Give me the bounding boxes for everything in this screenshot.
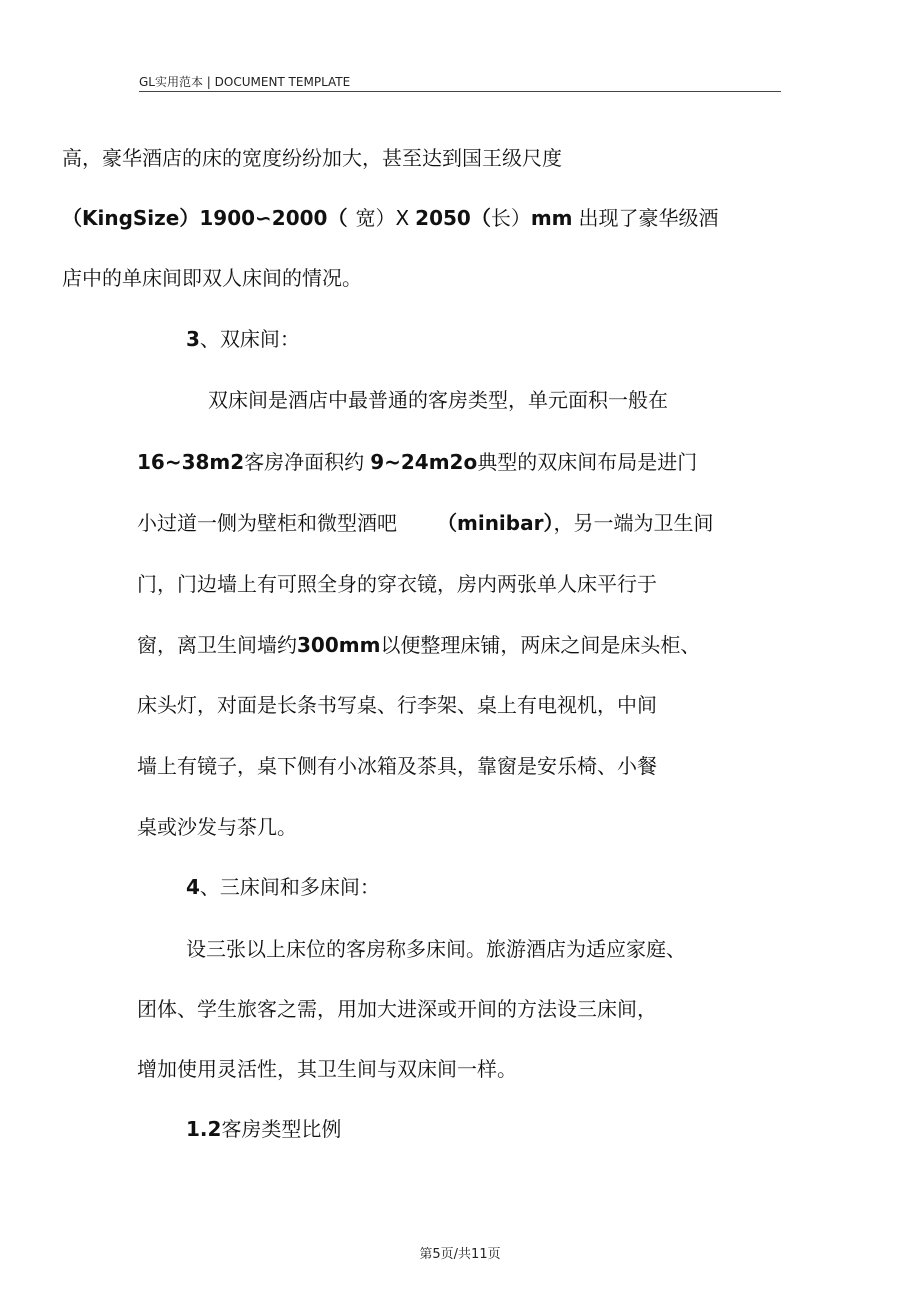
text-run: ，另一端为卫生间 <box>553 511 714 535</box>
document-header: GL实用范本 | DOCUMENT TEMPLATE <box>139 75 351 89</box>
text-run: 客房净面积约 <box>244 450 365 474</box>
section-heading <box>186 1116 341 1142</box>
text-run: 高，豪华酒店的床的宽度纷纷加大，甚至达到国王级尺度 <box>62 146 562 170</box>
text-run: 出现了豪华级酒 <box>578 206 719 230</box>
text-run: 9~24m2o <box>370 450 478 474</box>
body-line <box>137 996 657 1022</box>
heading-text: 、双床间： <box>199 327 300 351</box>
text-run: 店中的单床间即双人床间的情况。 <box>62 266 362 290</box>
text-run: 典型的双床间布局是进门 <box>477 450 698 474</box>
heading-number: 3 <box>186 327 200 351</box>
heading-text: 客房类型比例 <box>221 1117 342 1141</box>
text-run: 300mm <box>297 633 381 657</box>
text-run: 以便整理床铺，两床之间是床头柜、 <box>380 633 701 657</box>
body-line <box>62 265 362 291</box>
page-number: 第5页/共11页 <box>419 1247 501 1262</box>
body-line <box>62 145 562 171</box>
body-line <box>137 753 657 779</box>
body-line <box>137 814 297 840</box>
text-run: 设三张以上床位的客房称多床间。旅游酒店为适应家庭、 <box>186 937 686 961</box>
text-run: 增加使用灵活性，其卫生间与双床间一样。 <box>137 1057 517 1081</box>
body-line <box>137 449 697 475</box>
text-run: 门，门边墙上有可照全身的穿衣镜，房内两张单人床平行于 <box>137 572 657 596</box>
heading-text: 、三床间和多床间： <box>199 875 380 899</box>
heading-number: 4 <box>186 875 200 899</box>
body-line <box>137 1056 517 1082</box>
text-run: 长） <box>490 206 531 230</box>
body-line <box>208 387 668 413</box>
text-run: 双床间是酒店中最普通的客房类型，单元面积一般在 <box>208 388 668 412</box>
text-run: 墙上有镜子，桌下侧有小冰箱及茶具，靠窗是安乐椅、小餐 <box>137 754 657 778</box>
text-run: 窗，离卫生间墙约 <box>137 633 297 657</box>
text-run: mm <box>530 206 573 230</box>
text-run: 宽）X <box>355 206 410 230</box>
section-heading <box>186 874 380 900</box>
body-line <box>62 205 719 231</box>
text-run: 床头灯，对面是长条书写桌、行李架、桌上有电视机，中间 <box>137 693 657 717</box>
heading-number: 1.2 <box>186 1117 222 1141</box>
body-line <box>137 571 657 597</box>
body-line <box>186 936 686 962</box>
text-run: 团体、学生旅客之需，用加大进深或开间的方法设三床间， <box>137 997 657 1021</box>
text-run: 2050（ <box>415 206 491 230</box>
text-run: （KingSize）1900∽2000（ <box>62 206 348 230</box>
body-line <box>137 510 713 536</box>
text-run: 16~38m2 <box>137 450 245 474</box>
text-run: 桌或沙发与茶几。 <box>137 815 297 839</box>
text-run: （minibar） <box>437 511 554 535</box>
section-heading <box>186 326 300 352</box>
body-line <box>137 632 700 658</box>
header-divider <box>139 91 781 92</box>
body-line <box>137 692 657 718</box>
text-run: 小过道一侧为壁柜和微型酒吧 <box>137 511 397 535</box>
